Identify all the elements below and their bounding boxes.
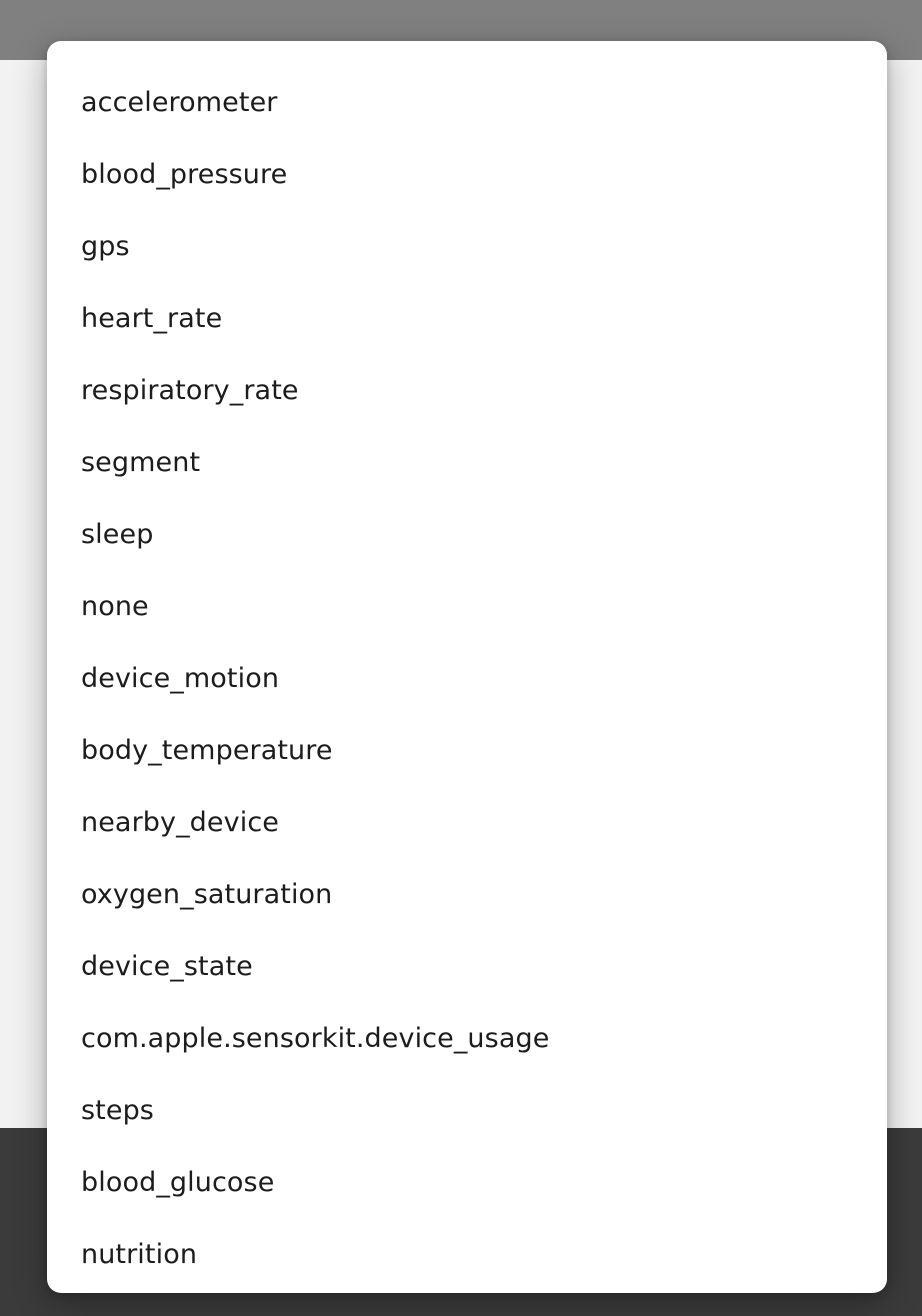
dropdown-option[interactable]: none	[81, 591, 149, 622]
dropdown-option[interactable]: respiratory_rate	[81, 375, 299, 406]
dropdown-option[interactable]: blood_pressure	[81, 159, 288, 190]
dropdown-option[interactable]: sleep	[81, 519, 154, 550]
dropdown-option[interactable]: device_motion	[81, 663, 280, 694]
dropdown-option[interactable]: nearby_device	[81, 807, 279, 838]
dropdown-option[interactable]: heart_rate	[81, 303, 223, 334]
dropdown-option[interactable]: segment	[81, 447, 201, 478]
dropdown-option[interactable]: device_state	[81, 951, 253, 982]
dropdown-option[interactable]: body_temperature	[81, 735, 333, 766]
dropdown-option[interactable]: blood_glucose	[81, 1167, 275, 1198]
dropdown-option[interactable]: oxygen_saturation	[81, 879, 333, 910]
dropdown-option-list[interactable]	[47, 41, 887, 1291]
dropdown-option[interactable]: accelerometer	[81, 87, 278, 118]
dropdown-option[interactable]: com.apple.sensorkit.device_usage	[81, 1023, 550, 1054]
dropdown-option[interactable]: nutrition	[81, 1239, 198, 1270]
dropdown-option[interactable]: steps	[81, 1095, 154, 1126]
dropdown-option-sheet	[47, 41, 887, 1293]
dropdown-option[interactable]: gps	[81, 231, 130, 262]
